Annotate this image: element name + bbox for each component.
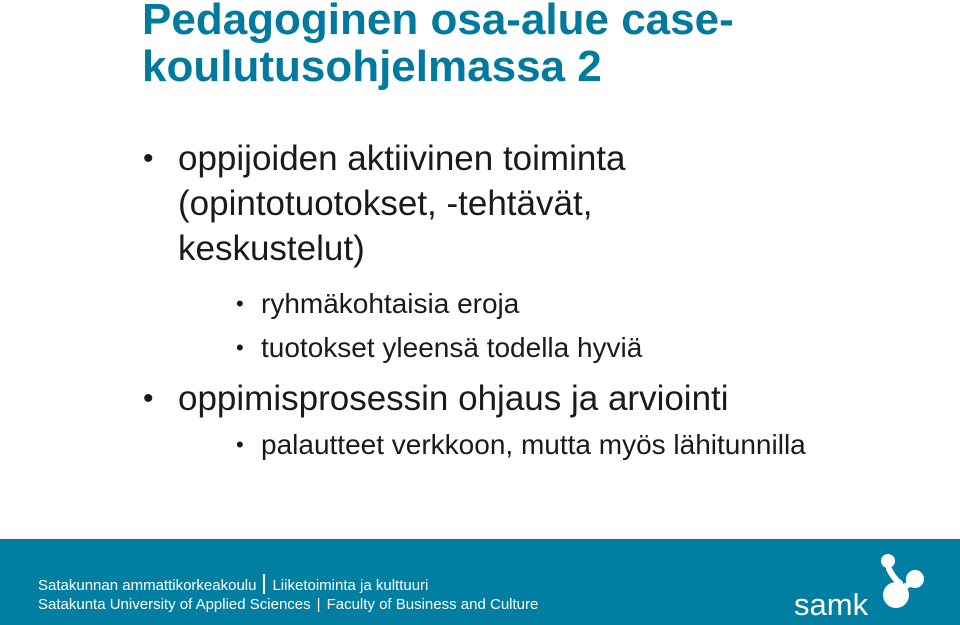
bullet-item-1-line-2: (opintotuotokset, -tehtävät, [178, 184, 593, 223]
footer-faculty-fi: Liiketoiminta ja kulttuuri [272, 577, 429, 594]
bullet-item-5: palautteet verkkoon, mutta myös lähitunnilla [261, 429, 806, 460]
footer-faculty-en: Faculty of Business and Culture [326, 596, 539, 613]
bullet-item-4: oppimisprosessin ohjaus ja arviointi [178, 379, 729, 418]
samk-logo [790, 551, 940, 621]
bullet-item-1-line-1: oppijoiden aktiivinen toiminta [178, 139, 626, 178]
sub-bullet-marker: • [236, 432, 244, 457]
footer-bar [0, 539, 960, 625]
footer-org-en: Satakunta University of Applied Sciences [38, 596, 311, 613]
footer-line-finnish [38, 574, 428, 595]
samk-logo-text: samk [794, 587, 869, 622]
slide-title [142, 0, 942, 90]
bullet-item-2: ryhmäkohtaisia eroja [261, 288, 520, 319]
sub-bullet-marker: • [236, 291, 244, 316]
footer-line-english [38, 596, 538, 614]
bullet-item-3: tuotokset yleensä todella hyviä [261, 332, 643, 363]
footer-separator: | [316, 596, 321, 613]
bullet-marker: • [143, 142, 154, 175]
slide-title-line-1: Pedagoginen osa-alue case- [142, 0, 734, 44]
slide-title-line-2: koulutusohjelmassa 2 [142, 42, 602, 91]
bullet-marker: • [143, 382, 154, 415]
footer-divider [263, 574, 265, 594]
sub-bullet-marker: • [236, 335, 244, 360]
footer-org-fi: Satakunnan ammattikorkeakoulu [38, 577, 257, 594]
bullet-item-1-line-3: keskustelut) [178, 229, 365, 268]
